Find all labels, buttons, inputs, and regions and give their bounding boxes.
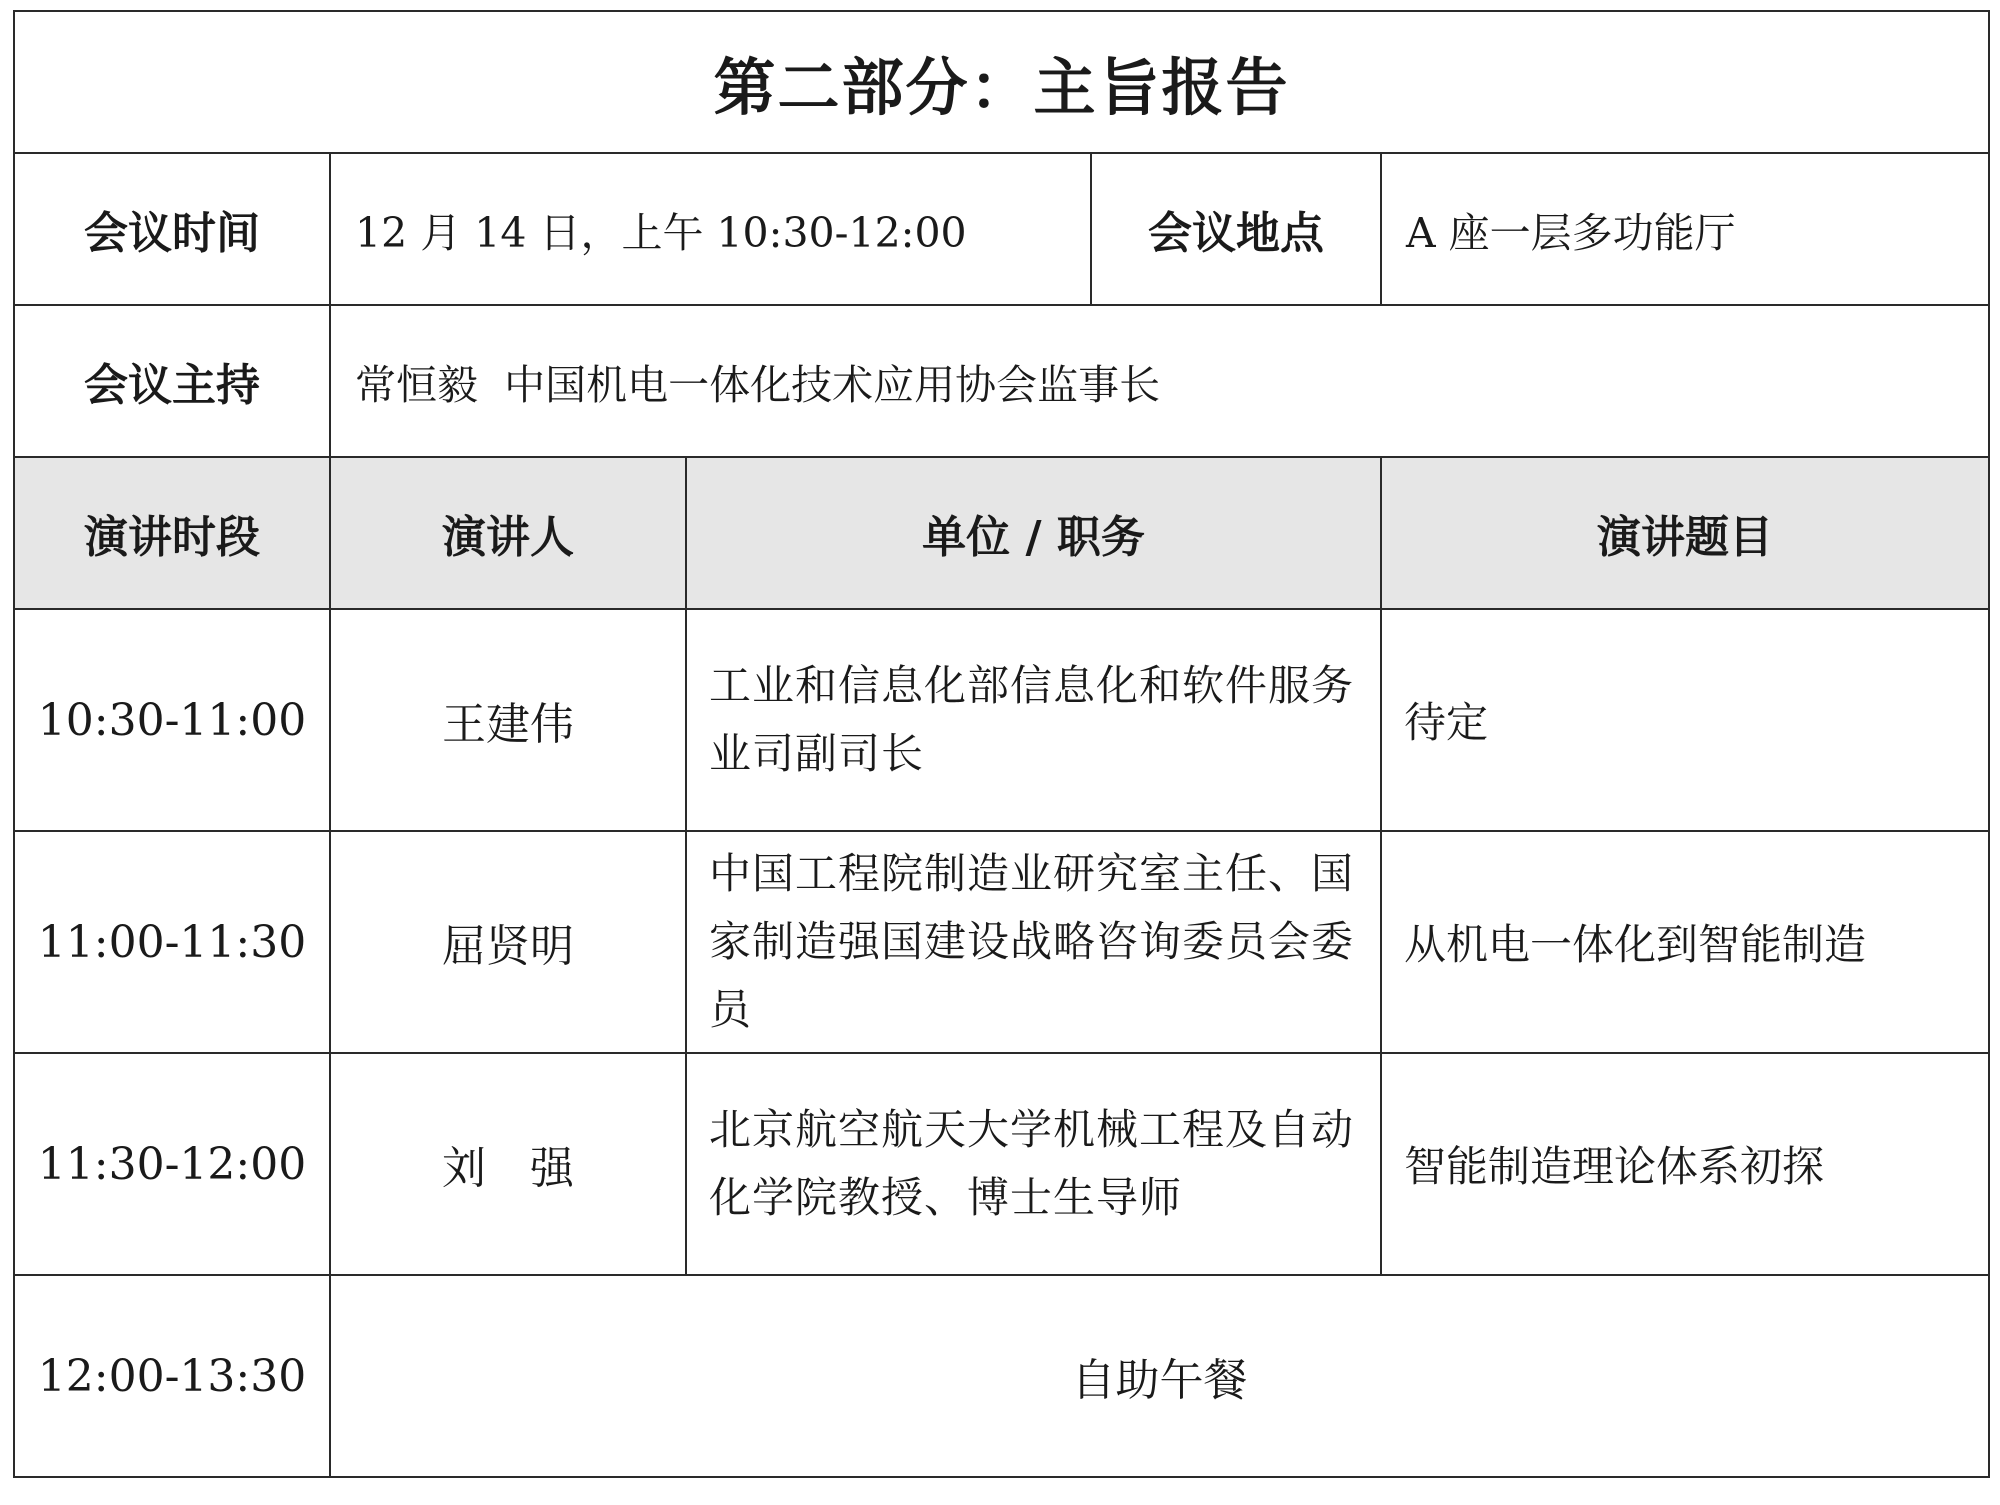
table-row bbox=[14, 1053, 1989, 1275]
talk-topic: 智能制造理论体系初探 bbox=[1381, 1053, 1989, 1275]
speaker-org: 北京航空航天大学机械工程及自动化学院教授、博士生导师 bbox=[686, 1053, 1381, 1275]
location-label: 会议地点 bbox=[1091, 153, 1381, 305]
column-header-speaker: 演讲人 bbox=[330, 457, 686, 609]
column-header-row bbox=[14, 457, 1989, 609]
session-time: 10:30-11:00 bbox=[14, 609, 330, 831]
column-header-org: 单位 / 职务 bbox=[686, 457, 1381, 609]
table-row bbox=[14, 609, 1989, 831]
time-location-row bbox=[14, 153, 1989, 305]
session-time: 11:00-11:30 bbox=[14, 831, 330, 1053]
column-header-time: 演讲时段 bbox=[14, 457, 330, 609]
page-title: 第二部分：主旨报告 bbox=[14, 11, 1989, 153]
table-row bbox=[14, 831, 1989, 1053]
lunch-label: 自助午餐 bbox=[330, 1275, 1989, 1477]
host-label: 会议主持 bbox=[14, 305, 330, 457]
lunch-time: 12:00-13:30 bbox=[14, 1275, 330, 1477]
talk-topic: 从机电一体化到智能制造 bbox=[1381, 831, 1989, 1053]
title-row bbox=[14, 11, 1989, 153]
speaker-name: 屈贤明 bbox=[330, 831, 686, 1053]
agenda-table bbox=[13, 10, 1990, 1478]
column-header-topic: 演讲题目 bbox=[1381, 457, 1989, 609]
speaker-name: 王建伟 bbox=[330, 609, 686, 831]
lunch-row bbox=[14, 1275, 1989, 1477]
host-value: 常恒毅 中国机电一体化技术应用协会监事长 bbox=[330, 305, 1989, 457]
speaker-org: 工业和信息化部信息化和软件服务业司副司长 bbox=[686, 609, 1381, 831]
session-time: 11:30-12:00 bbox=[14, 1053, 330, 1275]
talk-topic: 待定 bbox=[1381, 609, 1989, 831]
speaker-org: 中国工程院制造业研究室主任、国家制造强国建设战略咨询委员会委员 bbox=[686, 831, 1381, 1053]
time-value: 12 月 14 日，上午 10:30-12:00 bbox=[330, 153, 1091, 305]
speaker-name: 刘 强 bbox=[330, 1053, 686, 1275]
time-label: 会议时间 bbox=[14, 153, 330, 305]
host-row bbox=[14, 305, 1989, 457]
location-value: A 座一层多功能厅 bbox=[1381, 153, 1989, 305]
